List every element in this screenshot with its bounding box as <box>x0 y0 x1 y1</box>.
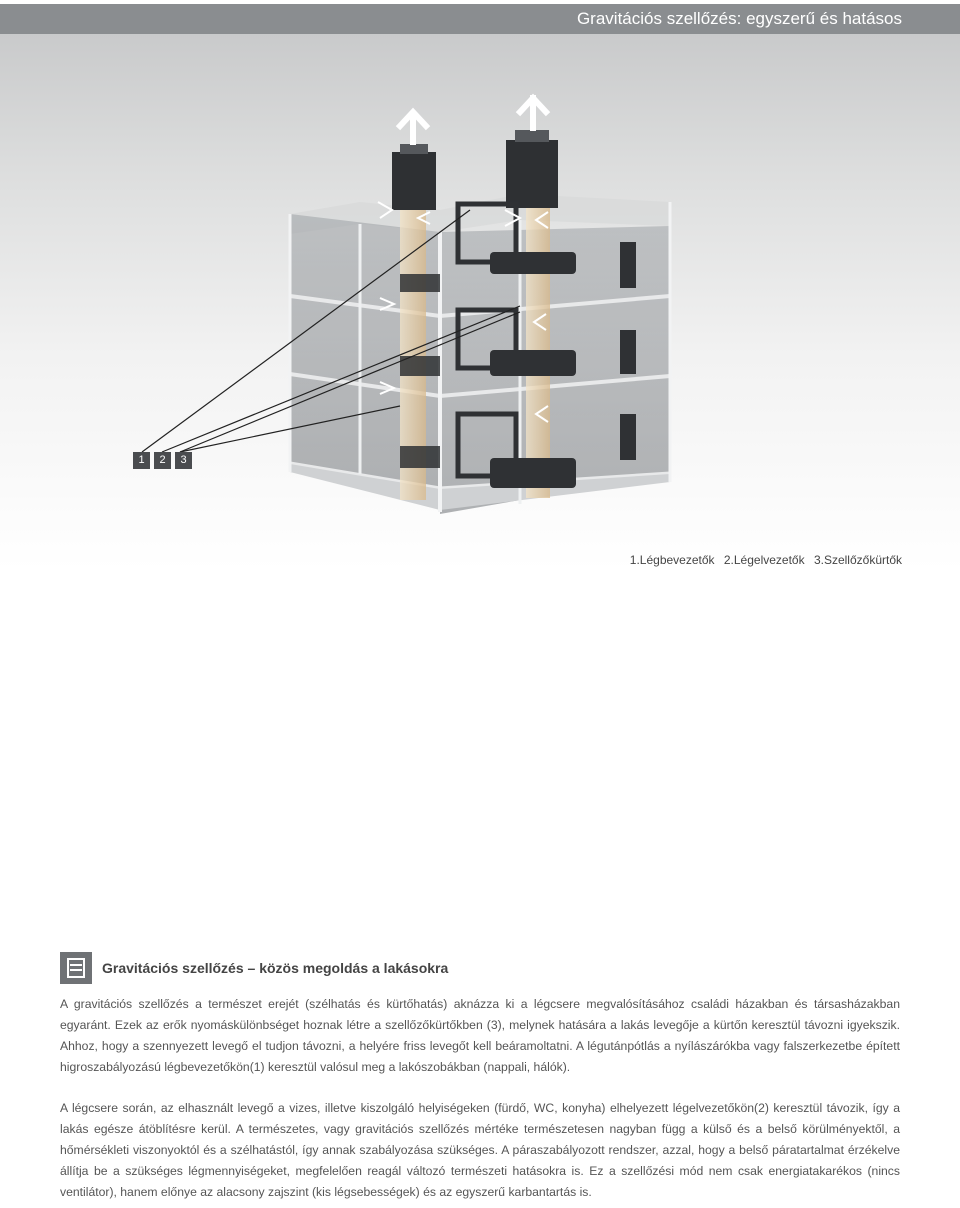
building-floors <box>290 194 670 514</box>
section-title: Gravitációs szellőzés – közös megoldás a lakásokra <box>102 960 449 976</box>
marker-1: 1 <box>133 452 150 469</box>
caption-chimneys: 3.Szellőzőkürtők <box>813 553 902 567</box>
section-header <box>60 952 900 984</box>
callout-markers <box>133 452 192 469</box>
page-header-bar <box>0 4 960 34</box>
ventilation-building-diagram <box>0 34 960 570</box>
marker-3: 3 <box>175 452 192 469</box>
caption-air-outlets: 2.Légelvezetők <box>723 553 805 567</box>
content-section <box>60 952 900 1203</box>
marker-2: 2 <box>154 452 171 469</box>
caption-air-inlets: 1.Légbevezetők <box>629 553 715 567</box>
window-vent-icon <box>60 952 92 984</box>
illustration-caption <box>624 553 902 567</box>
page-title: Gravitációs szellőzés: egyszerű és hatásos <box>576 9 902 28</box>
paragraph-1: A gravitációs szellőzés a természet erejét (szélhatás és kürtőhatás) aknázza ki a légcsere megvalósításához családi házakban és társasházakban egyaránt. Ezek az erők nyomáskülönbséget hoznak létre a szellőzőkürtőkben (3), melynek hatására a lakás levegője a kürtőn keresztül távozni igyekszik. Ahhoz, hogy a szennyezett levegő el tudjon távozni, a helyére friss levegőt kell beáramoltatni. A légutánpótlás a nyílászárókba vagy falszerkezetbe épített higroszabályozású légbevezetőkön(1) keresztül valósul meg a lakószobákban (nappali, hálók). <box>60 997 900 1074</box>
building-illustration <box>0 34 960 570</box>
paragraph-2: A légcsere során, az elhasznált levegő a vizes, illetve kiszolgáló helyiségeken (fürdő, WC, konyha) elhelyezett légelvezetőkön(2) keresztül távozik, így a lakás egésze átöblítésre kerül. A természetes, vagy gravitációs szellőzés mértéke természetesen nagyban függ a külső és a belső körülményektől, a hőmérsékleti viszonyoktól és a szélhatástól, így annak szabályozása szükséges. A páraszabályozott rendszer, azzal, hogy a belső páratartalmat érzékelve állítja be a szükséges légmennyiségeket, megfelelően reagál változó természeti hatásokra is. Ez a szellőzési mód nem csak energiatakarékos (nincs ventilátor), hanem előnye az alacsony zajszint (kis légsebességek) és az egyszerű karbantartás is. <box>60 1101 900 1199</box>
